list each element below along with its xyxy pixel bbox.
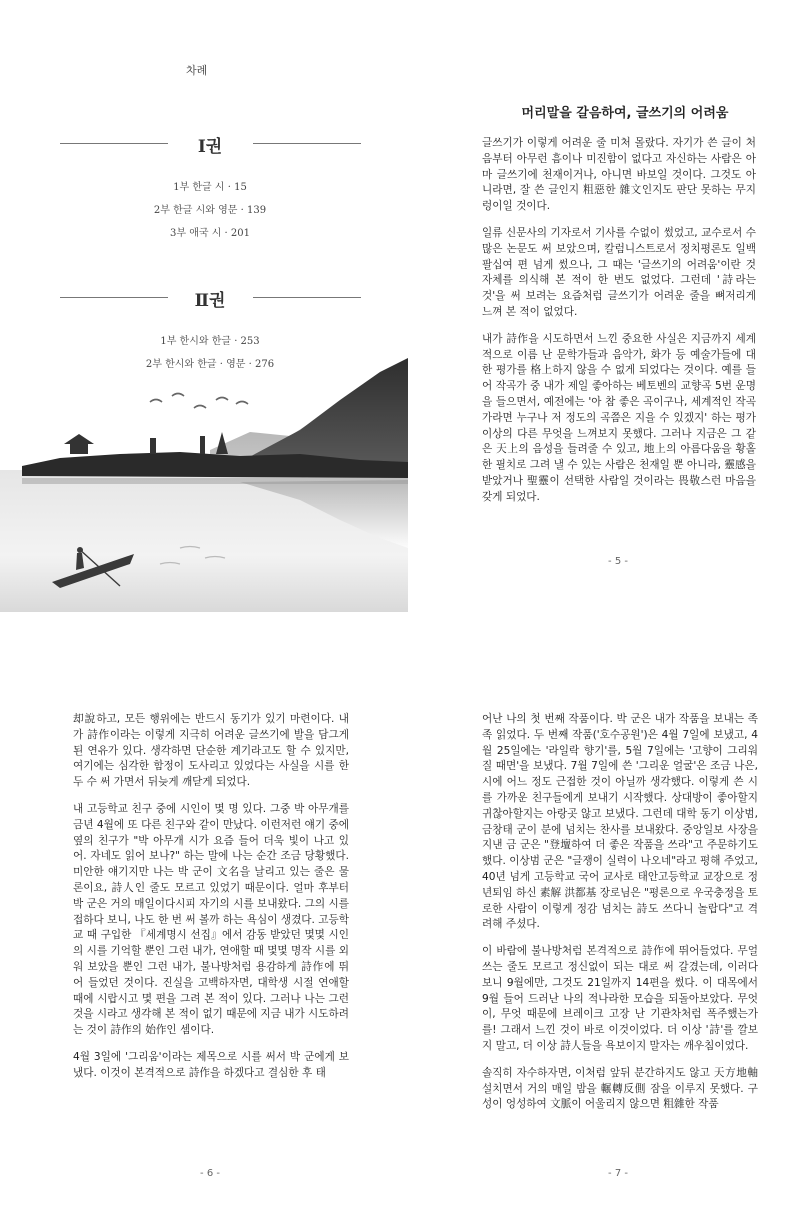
toc-item[interactable]: 2부 한시와 한글 · 영문 · 276: [145, 359, 275, 370]
page-5-body: [482, 136, 756, 517]
paragraph: 却說하고, 모든 행위에는 반드시 동기가 있기 마련이다. 내가 詩作이라는 이렇게 지극히 어려운 글쓰기에 발을 담그게 된 연유가 있다. 생각하면 단순한 계기라고도 할 수 있지만, 여기에는 심각한 함정이 도사리고 있었다는 사실을 시를 한두 수 써 가면서 뒤늦게 깨닫게 되었다.: [73, 713, 349, 789]
paragraph: 어난 나의 첫 번째 작품이다. 박 군은 내가 작품을 보내는 족족 읽었다. 두 번째 작품('호수공원')은 4월 7일에 보냈고, 4월 25일에는 '라일락 향기'를, 5월 7일에는 '고향이 그리워질 때면'을 보냈다. 7월 7일에 쓴 '그리운 얼굴'은 조금 나은, 시에 어느 정도 근접한 것이 아닐까 생각했다. 이렇게 쓴 시를 가까운 친구들에게 보내기 시작했다. 상대방이 좋아할지 귀찮아할지는 아랑곳 않고 보냈다. 그런데 대학 동기 이상범, 금창태 군이 분에 넘치는 찬사를 보내왔다. 중앙일보 사장을 지낸 금 군은 "登壇하여 더 좋은 작품을 쓰라"고 주문하기도 했다. 이상범 군은 "글쟁이 실력이 나오네"라고 평해 주었고, 40년 넘게 고등학교 국어 교사로 태안고등학교 교장으로 정년퇴임 하신 素解 洪都基 장로님은 "평론으로 우국충정을 토로한 사람이 이렇게 정감 넘치는 詩도 쓰다니 놀랍다"고 격려해 주셨다.: [482, 713, 758, 931]
toc-item[interactable]: 1부 한시와 한글 · 253: [160, 336, 260, 347]
page-number: - 6 -: [200, 1168, 220, 1179]
paragraph: 글쓰기가 이렇게 어려운 줄 미처 몰랐다. 자기가 쓴 글이 처음부터 아무런 흠이나 미진함이 없다고 자신하는 사람은 아마 글쓰기에 천재이거나, 아니면 바보일 것이다. 그것도 아니라면, 잘 쓴 글인지 粗惡한 雜文인지도 판단 못하는 무지렁이일 것이다.: [482, 137, 756, 213]
toc-item[interactable]: 2부 한글 시와 영문 · 139: [153, 205, 267, 216]
divider: [253, 143, 361, 144]
page-number: - 7 -: [608, 1168, 628, 1179]
divider: [60, 297, 168, 298]
toc-label: 차례: [186, 64, 208, 77]
page-number: - 5 -: [608, 556, 628, 567]
toc-item[interactable]: 1부 한글 시 · 15: [173, 182, 247, 193]
paragraph: 이 바람에 불나방처럼 본격적으로 詩作에 뛰어들었다. 무얼 쓰는 줄도 모르고 정신없이 되는 대로 써 갈겼는데, 이러다 보니 9월에만, 그것도 21일까지 14편을 썼다. 이 대목에서 9월 들어 드러난 나의 적나라한 모습을 되돌아보았다. 무엇이, 무엇 때문에 브레이크 고장 난 기관차처럼 폭주했는가를! 그래서 느낀 것이 바로 이것이었다. 더 이상 '詩'를 깔보지 말고, 더 이상 詩人들을 욕보이지 말자는 깨우침이었다.: [482, 945, 758, 1052]
page-6-body: [73, 712, 349, 1093]
paragraph: 일류 신문사의 기자로서 기사를 수없이 썼었고, 교수로서 수많은 논문도 써 보았으며, 칼럼니스트로서 정치평론도 일백 팔십여 편 넘게 썼으나, 그 때는 '글쓰기의 어려움'이란 것 자체를 의식해 본 적이 한 번도 없었다. 그런데 '詩라는 것'을 써 보려는 요즘처럼 글쓰기가 어려운 줄을 뼈저리게 느껴 본 적이 없었다.: [482, 226, 756, 318]
paragraph: 내 고등학교 친구 중에 시인이 몇 명 있다. 그중 박 아무개를 금년 4월에 또 다른 친구와 같이 만났다. 이런저런 얘기 중에 옆의 친구가 "박 아무개 시가 요즘 들어 더욱 빛이 나고 있어. 자네도 읽어 보나?" 하는 말에 나는 순간 조금 당황했다. 미안한 얘기지만 나는 박 군이 文名을 날리고 있는 줄은 물론이요, 詩人인 줄도 모르고 있었기 때문이다. 얼마 후부터 박 군은 거의 매일이다시피 자기의 시를 보내왔다. 그의 시를 접하다 보니, 나도 한 번 써 볼까 하는 욕심이 생겼다. 고등학교 때 구입한 『세계명시 선집』에서 감동 받았던 몇몇 시인의 시를 기억할 뿐인 그런 내가, 연애할 때 몇몇 명작 시를 외워 보았을 뿐인 그런 내가, 불나방처럼 용감하게 詩作에 뛰어 들었던 것이다. 진실을 고백하자면, 대학생 시절 연애할 때에 시랍시고 몇 편을 그려 본 적이 있다. 그러나 나는 그런 것을 시라고 생각해 본 적이 없기 때문에 지금 내가 시도하려는 것이 詩作의 始作인 셈이다.: [73, 802, 349, 1037]
ink-landscape-illustration: [0, 350, 408, 612]
paragraph: 내가 詩作을 시도하면서 느낀 중요한 사실은 지금까지 세계적으로 이름 난 문학가들과 음악가, 화가 등 예술가들에 대한 평가를 格上하지 않을 수 없게 되었다는 것이다. 예를 들어 작곡가 중 내가 제일 좋아하는 베토벤의 교향곡 5번 운명을 들으면서, 예전에는 '아 참 좋은 곡이구나, 세계적인 작곡가라면 누구나 저 정도의 곡쯤은 지을 수 있겠지' 하는 평가 이상의 다른 무엇을 느껴보지 못했다. 그러나 지금은 그 같은 天上의 음성을 들려줄 수 있고, 地上의 아름다움을 황홀한 필치로 그려 낼 수 있는 사람은 천재일 뿐 아니라, 靈感을 받았거나 聖靈이 선택한 사람일 것이라는 畏敬스런 마음을 갖게 되었다.: [482, 332, 756, 503]
divider: [253, 297, 361, 298]
paragraph: 4월 3일에 '그리움'이라는 제목으로 시를 써서 박 군에게 보냈다. 이것이 본격적으로 詩作을 하겠다고 결심한 후 태: [73, 1050, 349, 1079]
paragraph: 솔직히 자수하자면, 이처럼 앞뒤 분간하지도 않고 天方地軸 설치면서 거의 매일 밤을 輾轉反側 잠을 이루지 못했다. 구성이 엉성하여 文脈이 어울리지 않으면 粗雜한 작품: [482, 1066, 758, 1111]
volume-2-heading: Ⅱ권: [194, 291, 226, 311]
divider: [60, 143, 168, 144]
page-7-body: [482, 712, 758, 1124]
page-title: 머리말을 갈음하여, 글쓰기의 어려움: [521, 106, 729, 121]
volume-1-heading: Ⅰ권: [197, 137, 223, 157]
toc-item[interactable]: 3부 애국 시 · 201: [170, 228, 250, 239]
